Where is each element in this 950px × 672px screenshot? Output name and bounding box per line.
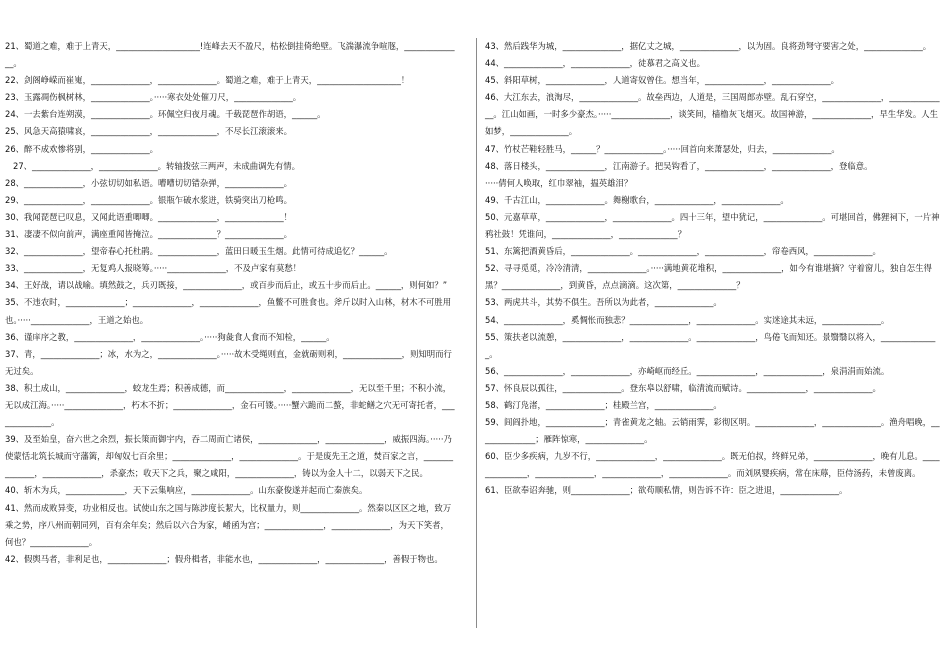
right-column [485,38,943,500]
question-item: 59、闾阎扑地，______________；青雀黄龙之轴。云销雨霁，彩彻区明。______________，______________。渔舟唱晚，______________；雁阵惊寒，______________。 [485,417,940,445]
question-item: 28、______________，小弦切切如私语。嘈嘈切切错杂弹，______________。 [5,177,293,188]
question-item: 44、______________，______________，徒慕君之高义也。 [485,58,706,69]
question-item: 46、大江东去，浪淘尽，______________。故垒西边，人道是，三国周郎赤壁。乱石穿空，______________，______________。江山如画，一时多少豪杰。·····______________，谈笑间，樯橹灰飞烟灭。故国神游，______________，早生华发。人生如梦，______________。 [485,92,940,137]
question-item: 22、剑阁峥嵘而崔嵬，______________，______________。蜀道之难，难于上青天，____________________！ [5,75,410,86]
question-item: 42、假舆马者，非利足也，______________；假舟楫者，非能水也，______________，______________，善假于物也。 [5,553,443,564]
question-item: 24、一去紫台连朔漠，______________。环佩空归夜月魂。千载琵琶作胡语，______。 [5,109,326,120]
question-item: 27、______________，______________。转轴拨弦三两声，未成曲调先有情。 [5,160,301,171]
question-item: 40、斩木为兵，______________，天下云集响应，______________。山东豪俊遂并起而亡秦族矣。 [5,485,368,496]
question-item: 21、蜀道之难，难于上青天，____________________!连峰去天不盈尺，枯松倒挂倚绝壁。飞湍瀑流争喧豗，______________。 [5,41,455,69]
question-item: 49、千古江山，______________。舞榭歌台，______________，______________。 [485,194,789,205]
question-item: 58、鹤汀凫渚，______________；桂殿兰宫，______________。 [485,399,722,410]
column-divider [476,38,477,628]
question-item: 51、东篱把酒黄昏后，______________。______________，______________，帘卷西风，______________。 [485,246,881,257]
question-item: 43、然后践华为城，______________，据亿丈之城，______________，以为固。良将劲弩守要害之处，______________。 [485,41,932,51]
question-item: 23、玉露凋伤枫树林，______________。·····寒衣处处催刀尺，______________。 [5,92,302,103]
question-item: 45、斜阳草树，______________，人道寄奴曾住。想当年，______________，______________。 [485,75,840,86]
question-item: 32、______________，望帝春心托杜鹃。______________，蓝田日暖玉生烟。此情可待成追忆？______。 [5,246,393,257]
question-item: 48、落日楼头，______________，江南游子。把吴钩看了，______________，______________，登临意。 [485,160,873,171]
question-item: 53、两虎共斗，其势不俱生。吾所以为此者，______________。 [485,297,722,308]
question-item: 34、王好战，请以战喻。填然鼓之，兵刃既接，______________，或百步而后止，或五十步而后止。______，则何如？” [5,280,448,291]
question-item: 41、然而成败异变，功业相反也。试使山东之国与陈涉度长絜大，比权量力，则______________。然秦以区区之地，致万乘之势，序八州而朝同列，百有余年矣；然后以六合为家，崤函为宫；______________，______________，为天下笑者，何也？______________。 [5,502,452,547]
question-item: ·····倩何人唤取，红巾翠袖，揾英雄泪？ [485,177,633,188]
question-item: 60、臣少多疾病，九岁不行，______________，______________。既无伯叔，终鲜兄弟，______________，晚有儿息。______________，______________，______________，______________。而刘夙婴疾病，常在床蓐，臣侍汤药，未曾废离。 [485,451,940,479]
question-item: 31、凄凄不似向前声，满座重闻皆掩泣。______________？______________。 [5,229,293,240]
question-item: 29、______________，______________。银瓶乍破水浆迸，铁骑突出刀枪鸣。 [5,194,293,205]
question-item: 33、______________，无复鸡人报晓筹。·····______________，不及卢家有莫愁！ [5,263,302,274]
question-item: 35、不违农时，______________；______________，______________，鱼鳖不可胜食也。斧斤以时入山林，材木不可胜用也。·····______________，王道之始也。 [5,297,452,325]
question-item: 47、竹杖芒鞋轻胜马，______？______________。·····回首向来萧瑟处，归去，______________。 [485,143,840,154]
question-item: 26、醉不成欢惨将别，______________。 [5,143,159,154]
question-item: 54、______________，奚惆怅而独悲？______________，______________。实迷途其未远，______________。 [485,314,890,325]
left-column [5,38,455,568]
question-item: 61、臣欲奉诏奔驰，则______________；欲苟顺私情，则告诉不许：臣之进退，______________。 [485,485,848,496]
question-item: 39、及至始皇，奋六世之余烈，振长策而御宇内，吞二周而亡诸侯，______________，______________，威振四海。·····乃使蒙恬北筑长城而守藩篱，却匈奴七百余里；______________，______________。于是废先王之道，焚百家之言，______________，______________，杀豪杰；收天下之兵，聚之咸阳，______________，铸以为金人十二，以弱天下之民。 [5,434,454,479]
question-item: 50、元嘉草草，______________，______________。四十三年，望中犹记，______________。可堪回首，佛狸祠下，一片神鸦社鼓！凭谁问，______________，______________？ [485,211,940,240]
question-item: 52、寻寻觅觅，冷冷清清，______________。·····满地黄花堆积，______________，如今有谁堪摘？守着窗儿，独自怎生得黑？______________，到黄昏，点点滴滴。这次第，______________？ [485,263,932,291]
question-item: 55、策扶老以流憩，______________，______________。______________，鸟倦飞而知还。景翳翳以将入，______________。 [485,331,936,359]
question-item: 25、风急天高猿啸哀，______________，______________，不尽长江滚滚来。 [5,126,293,137]
question-item: 56、______________，______________，亦崎岖而经丘。______________，______________，泉涓涓而始流。 [485,365,890,376]
question-item: 37、青，______________；冰，水为之，______________。·····故木受绳则直，金就砺则利，______________，则知明而行无过矣。 [5,348,452,376]
question-item: 38、积土成山，______________，蛟龙生焉；积善成德，而______________，______________，无以至千里；不积小流，无以成江海。·····______________，朽木不折；______________，金石可镂。·····蟹六跪而二螯，非蛇鳝之穴无可寄托者，______________。 [5,382,455,428]
question-item: 30、我闻琵琶已叹息，又闻此语重唧唧。______________，______________！ [5,211,293,222]
question-item: 36、谨庠序之教，______________，______________。·····狗彘食人食而不知检，______。 [5,331,335,342]
question-item: 57、怀良辰以孤往，______________。登东皋以舒啸，临清流而赋诗。______________，______________。 [485,382,881,393]
